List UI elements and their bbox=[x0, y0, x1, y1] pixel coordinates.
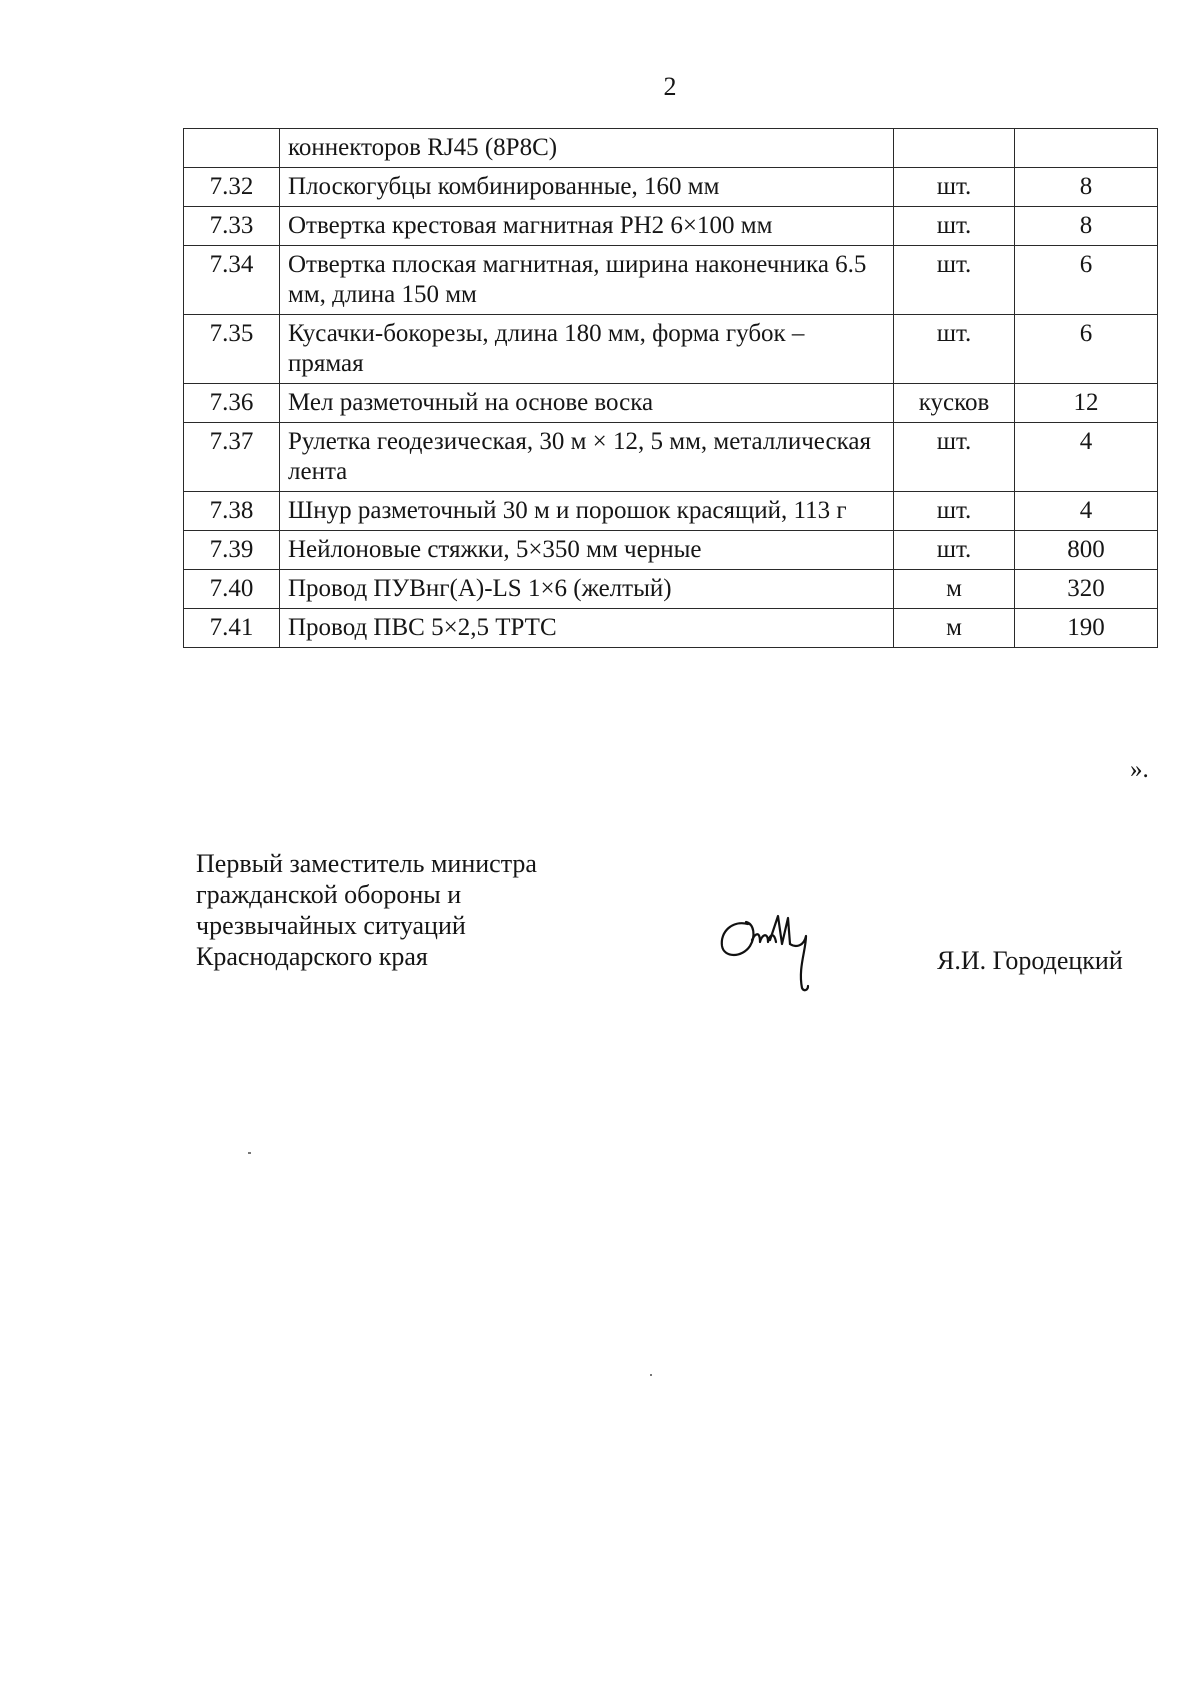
items-table bbox=[183, 128, 1158, 648]
row-number: 7.33 bbox=[184, 207, 280, 246]
row-number: 7.37 bbox=[184, 423, 280, 492]
table-row bbox=[184, 129, 1158, 168]
signer-title-line: Первый заместитель министра bbox=[196, 849, 537, 878]
row-number: 7.41 bbox=[184, 609, 280, 648]
table-row bbox=[184, 492, 1158, 531]
item-quantity: 6 bbox=[1015, 246, 1158, 315]
item-name: Шнур разметочный 30 м и порошок красящий, 113 г bbox=[280, 492, 894, 531]
scan-speck bbox=[248, 1152, 251, 1154]
item-unit: шт. bbox=[894, 423, 1015, 492]
item-quantity: 320 bbox=[1015, 570, 1158, 609]
item-name: Мел разметочный на основе воска bbox=[280, 384, 894, 423]
item-quantity: 4 bbox=[1015, 492, 1158, 531]
row-number bbox=[184, 129, 280, 168]
signer-title-line: Краснодарского края bbox=[196, 942, 428, 971]
item-name: Провод ПУВнг(А)-LS 1×6 (желтый) bbox=[280, 570, 894, 609]
table-row bbox=[184, 246, 1158, 315]
item-name: Провод ПВС 5×2,5 ТРТС bbox=[280, 609, 894, 648]
item-quantity: 8 bbox=[1015, 168, 1158, 207]
item-name: Рулетка геодезическая, 30 м × 12, 5 мм, металлическая лента bbox=[280, 423, 894, 492]
row-number: 7.40 bbox=[184, 570, 280, 609]
item-quantity: 6 bbox=[1015, 315, 1158, 384]
item-unit: м bbox=[894, 609, 1015, 648]
row-number: 7.35 bbox=[184, 315, 280, 384]
item-unit: шт. bbox=[894, 246, 1015, 315]
item-unit: шт. bbox=[894, 531, 1015, 570]
item-quantity: 12 bbox=[1015, 384, 1158, 423]
row-number: 7.32 bbox=[184, 168, 280, 207]
item-quantity: 4 bbox=[1015, 423, 1158, 492]
table-row bbox=[184, 609, 1158, 648]
item-name: Кусачки-бокорезы, длина 180 мм, форма губок – прямая bbox=[280, 315, 894, 384]
item-unit: шт. bbox=[894, 315, 1015, 384]
item-quantity: 190 bbox=[1015, 609, 1158, 648]
item-unit: м bbox=[894, 570, 1015, 609]
row-number: 7.38 bbox=[184, 492, 280, 531]
item-name: Отвертка плоская магнитная, ширина наконечника 6.5 мм, длина 150 мм bbox=[280, 246, 894, 315]
item-unit: шт. bbox=[894, 168, 1015, 207]
item-quantity bbox=[1015, 129, 1158, 168]
table-row bbox=[184, 384, 1158, 423]
signer-title bbox=[196, 848, 537, 972]
page-number: 2 bbox=[663, 72, 677, 101]
table-row bbox=[184, 168, 1158, 207]
row-number: 7.34 bbox=[184, 246, 280, 315]
signer-title-line: чрезвычайных ситуаций bbox=[196, 911, 466, 940]
signature-icon bbox=[718, 910, 828, 1000]
item-unit: кусков bbox=[894, 384, 1015, 423]
signer-name: Я.И. Городецкий bbox=[937, 946, 1123, 975]
table-row bbox=[184, 315, 1158, 384]
item-name: Нейлоновые стяжки, 5×350 мм черные bbox=[280, 531, 894, 570]
item-quantity: 800 bbox=[1015, 531, 1158, 570]
table-row bbox=[184, 531, 1158, 570]
row-number: 7.36 bbox=[184, 384, 280, 423]
item-unit: шт. bbox=[894, 207, 1015, 246]
row-number: 7.39 bbox=[184, 531, 280, 570]
item-name: Плоскогубцы комбинированные, 160 мм bbox=[280, 168, 894, 207]
table-row bbox=[184, 423, 1158, 492]
signer-title-line: гражданской обороны и bbox=[196, 880, 462, 909]
item-unit: шт. bbox=[894, 492, 1015, 531]
items-table-body bbox=[184, 129, 1158, 648]
item-unit bbox=[894, 129, 1015, 168]
item-name: Отвертка крестовая магнитная PH2 6×100 мм bbox=[280, 207, 894, 246]
item-quantity: 8 bbox=[1015, 207, 1158, 246]
closing-quote: ». bbox=[1130, 756, 1149, 783]
item-name: коннекторов RJ45 (8P8C) bbox=[280, 129, 894, 168]
scan-speck bbox=[650, 1374, 652, 1376]
table-row bbox=[184, 207, 1158, 246]
table-row bbox=[184, 570, 1158, 609]
